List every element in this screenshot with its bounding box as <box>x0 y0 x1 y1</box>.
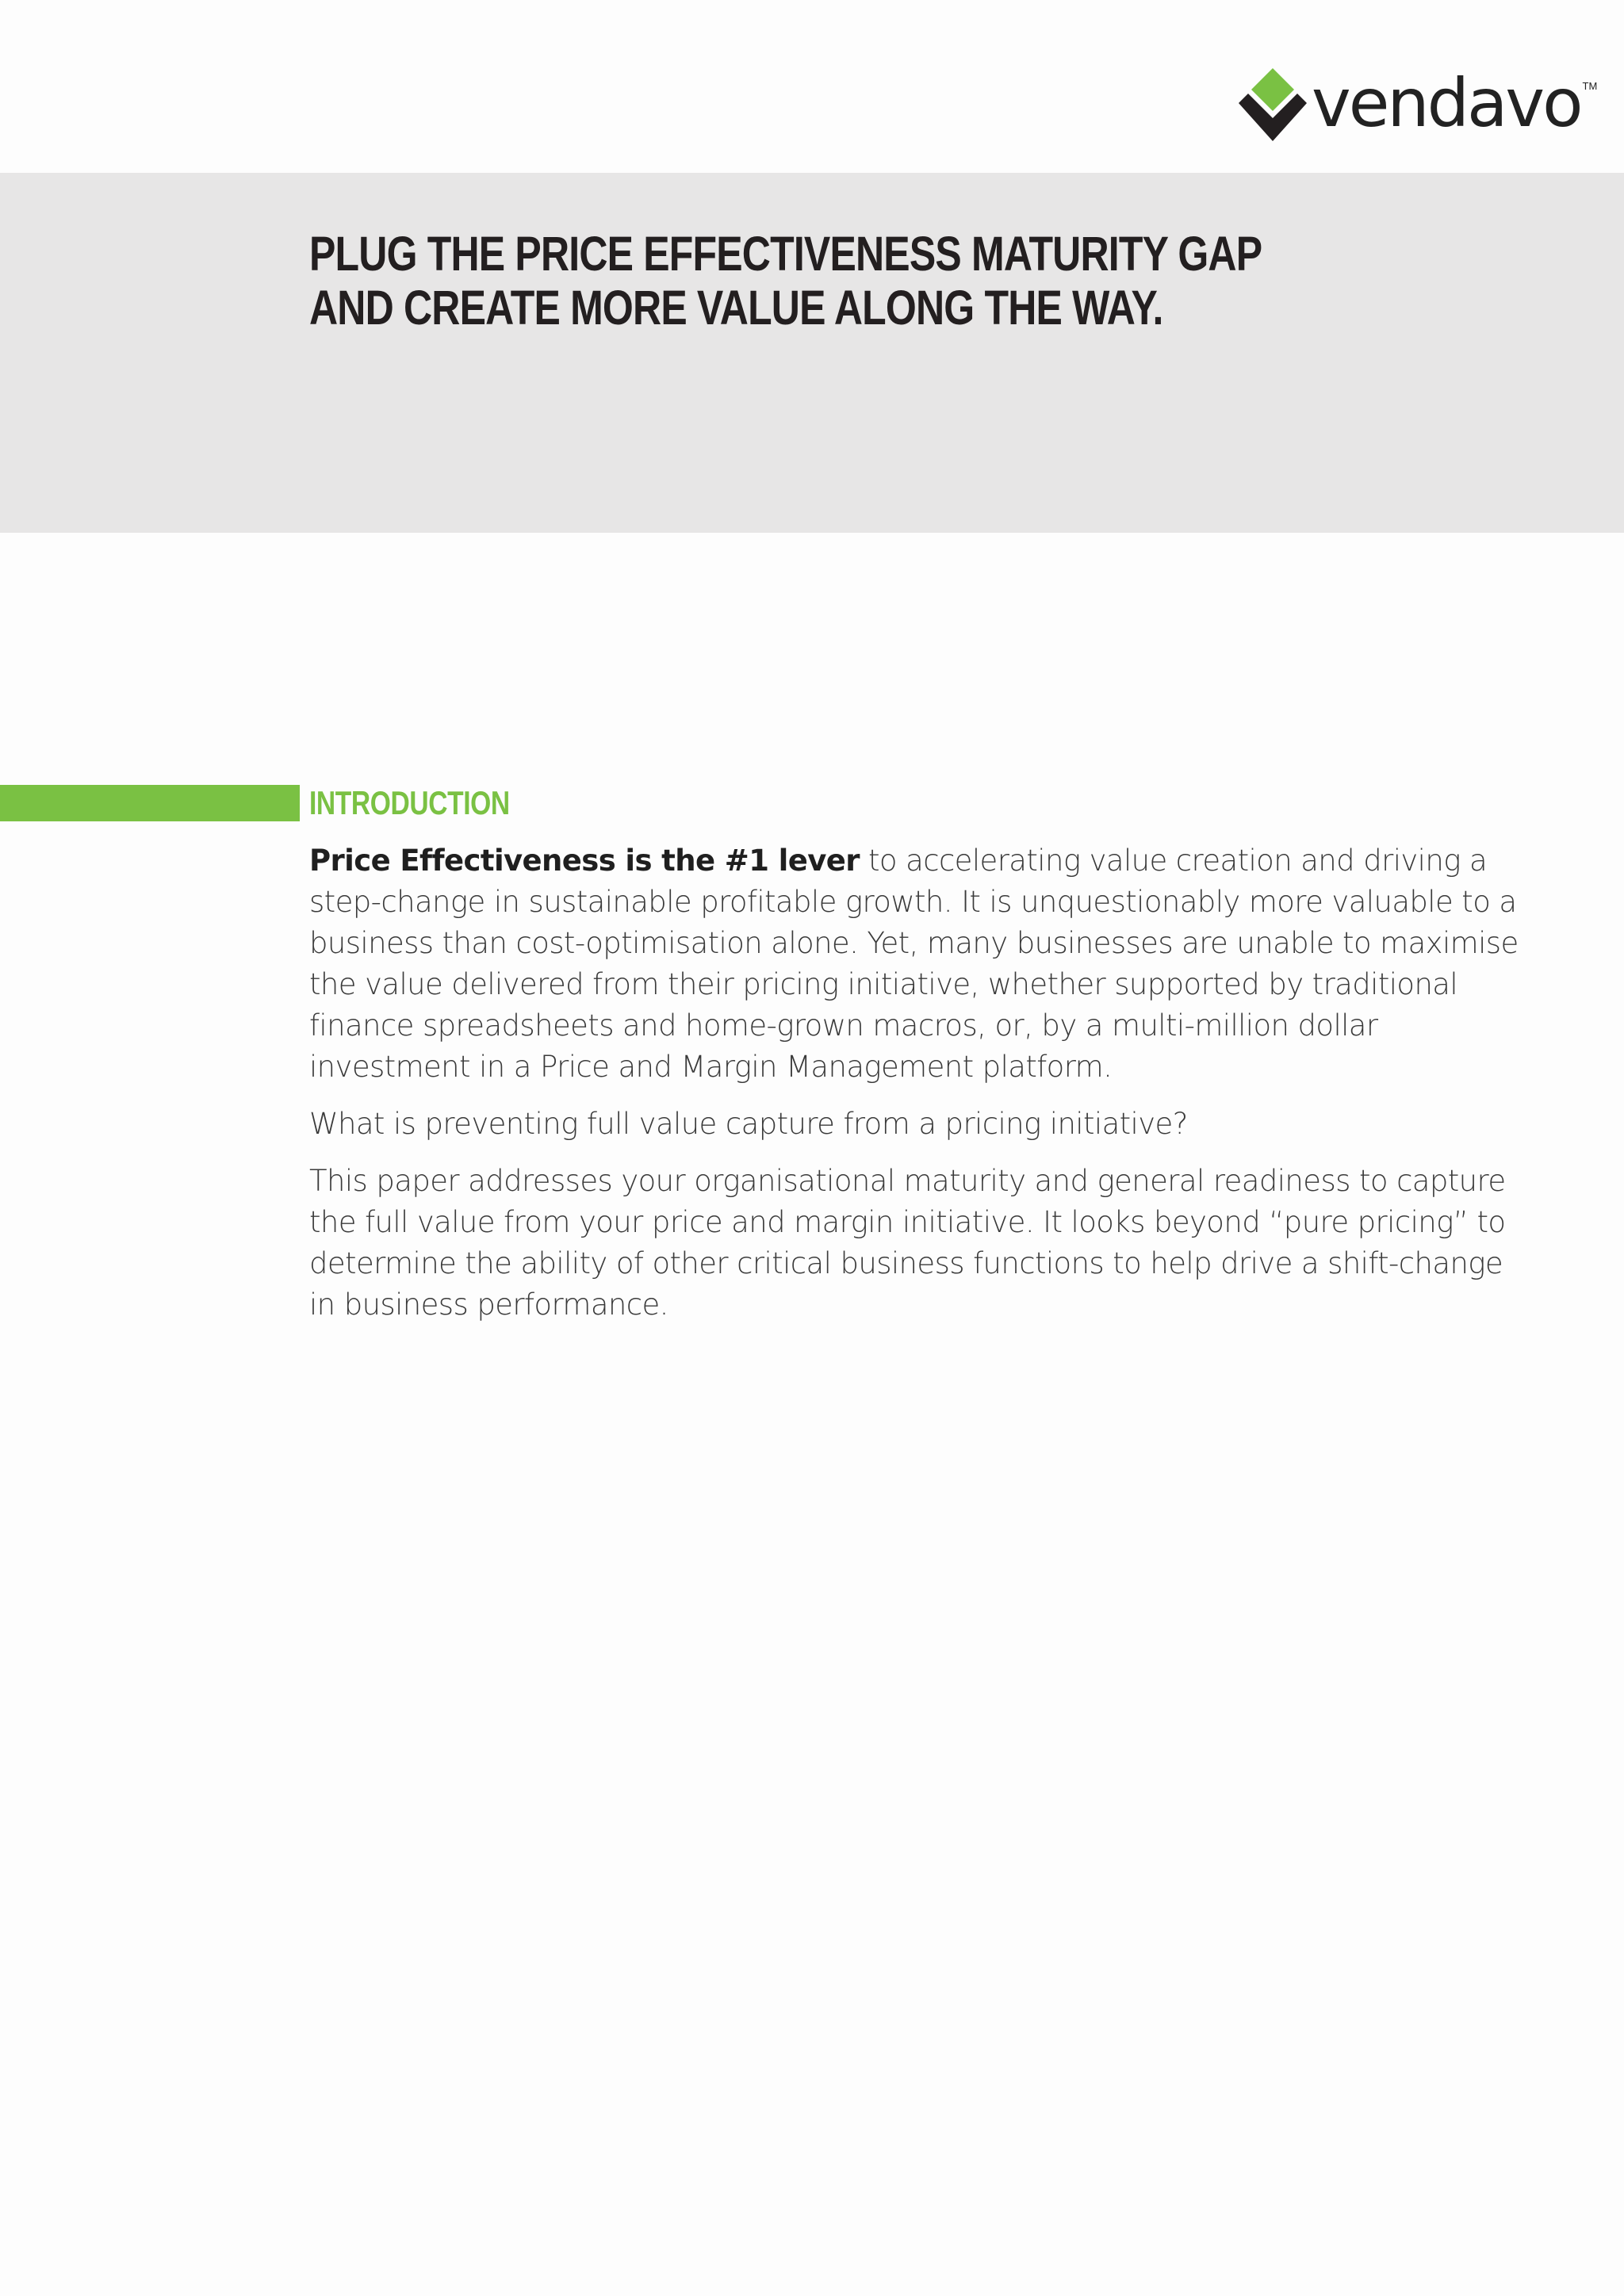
introduction-body <box>309 840 1522 1341</box>
intro-paragraph-1-text: to accelerating value creation and driving a step-change in sustainable profitable growth. It is unquestionably more valuable to a business than cost-optimisation alone. Yet, many businesses are unable to maximise the value delivered from their pricing initiative, whether supported by traditional finance spreadsheets and home-grown macros, or, by a multi-million dollar investment in a Price and Margin Management platform. <box>309 844 1519 1084</box>
intro-lead-text: Price Effectiveness is the #1 lever <box>309 844 860 878</box>
trademark-symbol: TM <box>1582 79 1598 92</box>
intro-paragraph-1 <box>309 840 1522 1088</box>
section-accent-bar <box>0 785 300 821</box>
page-title-line-2: AND CREATE MORE VALUE ALONG THE WAY. <box>309 281 1163 335</box>
vendavo-logo <box>1239 64 1598 144</box>
vendavo-diamond-icon <box>1239 68 1307 144</box>
brand-wordmark: vendavo <box>1312 64 1581 142</box>
page-title <box>309 227 1262 335</box>
page-title-line-1: PLUG THE PRICE EFFECTIVENESS MATURITY GAP <box>309 227 1262 281</box>
intro-paragraph-3: This paper addresses your organisational maturity and general readiness to capture the full value from your price and margin initiative. It looks beyond “pure pricing” to determine the ability of other critical business functions to help drive a shift-change in business performance. <box>309 1164 1506 1322</box>
section-heading-introduction: INTRODUCTION <box>309 784 510 821</box>
intro-paragraph-2: What is preventing full value capture from a pricing initiative? <box>309 1107 1188 1141</box>
